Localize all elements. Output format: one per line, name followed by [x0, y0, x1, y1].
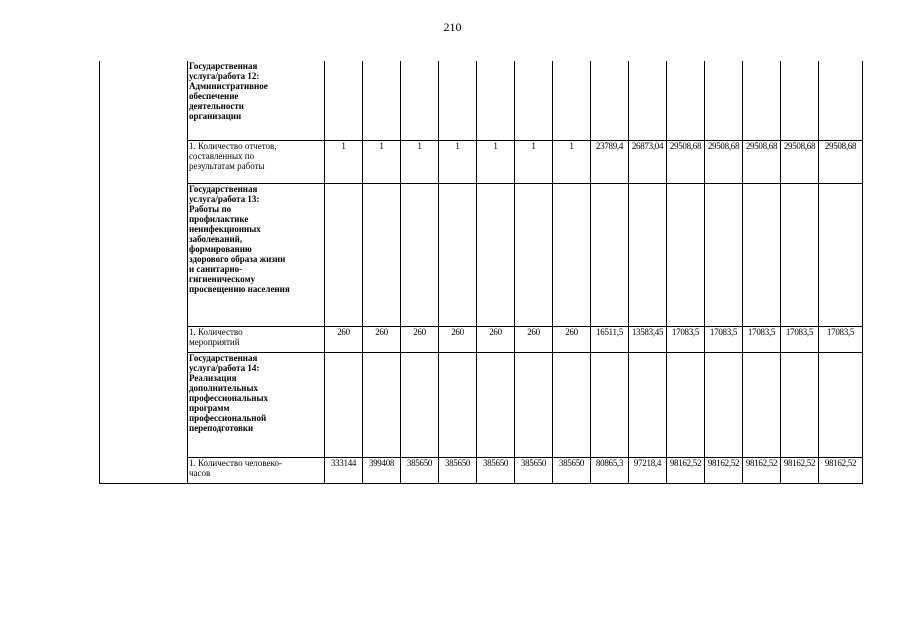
value-cell: 385650 [401, 457, 439, 483]
page-number: 210 [443, 20, 462, 34]
value-cell: 1 [325, 140, 363, 183]
indicator-line: часов [189, 467, 211, 478]
empty-cell [477, 183, 515, 326]
value-cell: 1 [363, 140, 401, 183]
empty-cell [667, 61, 705, 140]
service-12-indicator-row [100, 140, 863, 183]
title-line: Работы по [189, 203, 232, 214]
empty-cell [553, 352, 591, 457]
value-cell: 23789,4 [591, 140, 629, 183]
value-cell: 1 [553, 140, 591, 183]
title-line: профессиональной [189, 412, 267, 423]
value-cell: 385650 [439, 457, 477, 483]
empty-cell [591, 61, 629, 140]
left-blank-cell [100, 183, 188, 326]
value-cell: 333144 [325, 457, 363, 483]
value-cell: 29508,68 [819, 140, 863, 183]
left-blank-cell [100, 352, 188, 457]
title-line: профессиональных [189, 392, 268, 403]
service-12-title-row [100, 61, 863, 140]
value-cell: 29508,68 [743, 140, 781, 183]
empty-cell [439, 183, 477, 326]
title-line: услуга/работа 14: [189, 362, 260, 373]
empty-cell [515, 183, 553, 326]
value-cell: 13583,45 [629, 326, 667, 352]
value-cell: 17083,5 [819, 326, 863, 352]
title-line: Государственная [189, 61, 258, 71]
value-cell: 98162,52 [743, 457, 781, 483]
service-14-title-row [100, 352, 863, 457]
title-line: организации [189, 111, 242, 121]
value-cell: 17083,5 [781, 326, 819, 352]
value-cell: 385650 [477, 457, 515, 483]
title-line: неинфекционных [189, 223, 261, 234]
title-line: услуга/работа 12: [189, 71, 260, 81]
empty-cell [363, 183, 401, 326]
value-cell: 16511,5 [591, 326, 629, 352]
empty-cell [591, 183, 629, 326]
value-cell: 1 [439, 140, 477, 183]
title-line: Государственная [189, 352, 258, 363]
empty-cell [667, 352, 705, 457]
empty-cell [705, 61, 743, 140]
title-line: услуга/работа 13: [189, 193, 260, 204]
empty-cell [591, 352, 629, 457]
services-table [99, 61, 863, 484]
value-cell: 1 [477, 140, 515, 183]
value-cell: 260 [553, 326, 591, 352]
value-cell: 1 [401, 140, 439, 183]
empty-cell [705, 183, 743, 326]
indicator-line: мероприятий [189, 336, 240, 347]
empty-cell [819, 352, 863, 457]
value-cell: 98162,52 [819, 457, 863, 483]
service-12-indicator [188, 140, 325, 183]
empty-cell [401, 61, 439, 140]
empty-cell [705, 352, 743, 457]
value-cell: 29508,68 [667, 140, 705, 183]
empty-cell [819, 183, 863, 326]
service-13-title [188, 183, 325, 326]
empty-cell [439, 61, 477, 140]
title-line: профилактике [189, 213, 249, 224]
value-cell: 260 [477, 326, 515, 352]
empty-cell [363, 352, 401, 457]
title-line: дополнительных [189, 382, 258, 393]
empty-cell [401, 352, 439, 457]
empty-cell [325, 352, 363, 457]
title-line: Реализация [189, 372, 237, 383]
service-14-title [188, 352, 325, 457]
service-14-indicator [188, 457, 325, 483]
left-blank-cell [100, 61, 188, 140]
value-cell: 260 [439, 326, 477, 352]
empty-cell [743, 183, 781, 326]
service-13-indicator [188, 326, 325, 352]
empty-cell [325, 61, 363, 140]
title-line: формированию [189, 243, 252, 254]
left-blank-cell [100, 140, 188, 183]
title-line: здорового образа жизни [189, 253, 286, 264]
empty-cell [325, 183, 363, 326]
empty-cell [743, 352, 781, 457]
empty-cell [515, 352, 553, 457]
empty-cell [477, 61, 515, 140]
title-line: программ [189, 402, 230, 413]
title-line: деятельности [189, 101, 244, 111]
title-line: и санитарно- [189, 263, 243, 274]
service-14-indicator-row [100, 457, 863, 483]
indicator-line: составленных по [189, 150, 255, 161]
empty-cell [553, 61, 591, 140]
empty-cell [363, 61, 401, 140]
empty-cell [401, 183, 439, 326]
value-cell: 260 [325, 326, 363, 352]
value-cell: 399408 [363, 457, 401, 483]
empty-cell [477, 352, 515, 457]
value-cell: 260 [401, 326, 439, 352]
value-cell: 1 [515, 140, 553, 183]
value-cell: 98162,52 [781, 457, 819, 483]
indicator-line: 1. Количество человеко- [189, 457, 282, 468]
empty-cell [743, 61, 781, 140]
empty-cell [667, 183, 705, 326]
value-cell: 17083,5 [667, 326, 705, 352]
empty-cell [439, 352, 477, 457]
value-cell: 17083,5 [743, 326, 781, 352]
title-line: гигиеническому [189, 273, 256, 284]
indicator-line: результатам работы [189, 160, 265, 171]
service-13-title-row [100, 183, 863, 326]
empty-cell [629, 352, 667, 457]
left-blank-cell [100, 326, 188, 352]
title-line: Административное [189, 81, 268, 91]
value-cell: 260 [515, 326, 553, 352]
value-cell: 17083,5 [705, 326, 743, 352]
value-cell: 260 [363, 326, 401, 352]
value-cell: 80865,3 [591, 457, 629, 483]
empty-cell [629, 183, 667, 326]
empty-cell [553, 183, 591, 326]
value-cell: 385650 [553, 457, 591, 483]
indicator-line: 1. Количество отчетов, [189, 140, 277, 151]
empty-cell [781, 352, 819, 457]
left-blank-cell [100, 457, 188, 483]
service-12-title [188, 61, 325, 140]
value-cell: 29508,68 [781, 140, 819, 183]
value-cell: 98162,52 [667, 457, 705, 483]
title-line: просвещению населения [189, 283, 290, 294]
title-line: переподготовки [189, 422, 254, 433]
empty-cell [819, 61, 863, 140]
value-cell: 26873,04 [629, 140, 667, 183]
title-line: обеспечение [189, 91, 239, 101]
indicator-line: 1. Количество [189, 326, 243, 337]
empty-cell [629, 61, 667, 140]
value-cell: 98162,52 [705, 457, 743, 483]
service-13-indicator-row [100, 326, 863, 352]
empty-cell [781, 183, 819, 326]
value-cell: 385650 [515, 457, 553, 483]
empty-cell [515, 61, 553, 140]
empty-cell [781, 61, 819, 140]
title-line: заболеваний, [189, 233, 243, 244]
value-cell: 97218,4 [629, 457, 667, 483]
title-line: Государственная [189, 183, 258, 194]
value-cell: 29508,68 [705, 140, 743, 183]
